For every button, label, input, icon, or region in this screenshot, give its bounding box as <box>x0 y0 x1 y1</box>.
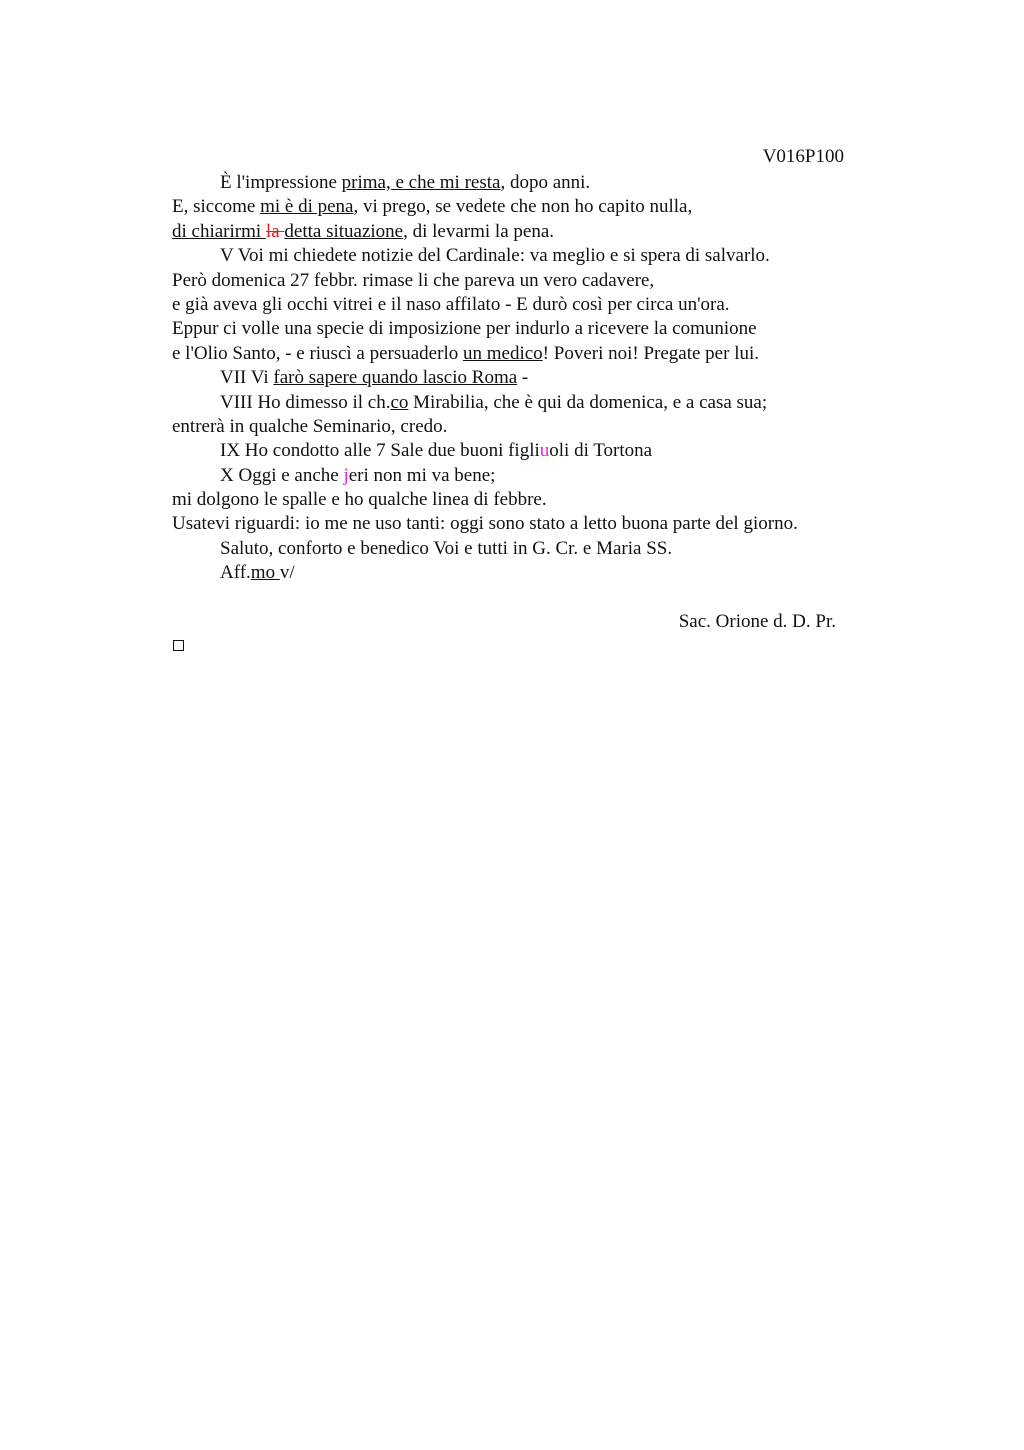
letter-line <box>172 244 872 268</box>
text-run: Mirabilia, che è qui da domenica, e a casa sua; <box>408 391 768 413</box>
blank-line <box>172 586 872 610</box>
letter-body <box>172 171 872 634</box>
text-run: , dopo anni. <box>500 172 591 193</box>
text-run: VIII Ho dimesso il ch. <box>220 391 391 413</box>
text-run: Aff. <box>220 562 251 584</box>
underlined-text: co <box>390 391 409 413</box>
text-run: Usatevi riguardi: io me ne uso tanti: oggi sono stato a letto buona parte del giorno. <box>172 513 798 535</box>
text-run: Eppur ci volle una specie di imposizione per indurlo a ricevere la comunione <box>172 318 757 340</box>
text-run: IX Ho condotto alle 7 Sale due buoni figli <box>220 440 540 462</box>
text-run: v/ <box>279 562 295 584</box>
letter-line <box>172 391 872 415</box>
text-run: Saluto, conforto e benedico Voi e tutti in G. Cr. e Maria SS. <box>220 537 673 559</box>
text-run: e già aveva gli occhi vitrei e il naso affilato - E durò così per circa un'ora. <box>172 293 730 315</box>
underlined-text: mo <box>250 562 280 584</box>
underlined-text: mi è di pena <box>260 196 354 218</box>
text-run: eri non mi va bene; <box>348 464 496 486</box>
text-run: mi dolgono le spalle e ho qualche linea di febbre. <box>172 489 547 511</box>
letter-line <box>172 220 872 244</box>
text-run: X Oggi e anche <box>220 464 344 486</box>
letter-line <box>172 171 872 195</box>
deleted-text: la <box>265 220 285 242</box>
letter-line <box>172 439 872 463</box>
highlighted-correction: u <box>539 440 550 462</box>
letter-line <box>172 512 872 536</box>
letter-line <box>172 342 872 366</box>
letter-line <box>172 464 872 488</box>
document-id: V016P100 <box>762 146 844 167</box>
checkbox-symbol <box>173 640 184 651</box>
signature: Sac. Orione d. D. Pr. <box>678 611 836 633</box>
underlined-text: detta situazione <box>284 220 404 242</box>
text-run: V Voi mi chiedete notizie del Cardinale: va meglio e si spera di salvarlo. <box>220 245 770 267</box>
letter-line <box>172 366 872 390</box>
letter-line <box>172 561 872 585</box>
highlighted-correction: j <box>343 464 349 486</box>
letter-line <box>172 415 872 439</box>
text-run: e l'Olio Santo, - e riuscì a persuaderlo <box>172 342 463 364</box>
letter-line <box>172 488 872 512</box>
letter-line <box>172 195 872 219</box>
underlined-text: di chiarirmi <box>172 220 266 242</box>
letter-line <box>172 293 872 317</box>
letter-line <box>172 537 872 561</box>
text-run: oli di Tortona <box>549 440 653 462</box>
text-run: È l'impressione <box>220 172 342 193</box>
text-run: entrerà in qualche Seminario, credo. <box>172 415 448 437</box>
text-run: VII Vi <box>220 367 274 389</box>
text-run: , di levarmi la pena. <box>403 220 554 242</box>
text-run: , vi prego, se vedete che non ho capito nulla, <box>353 196 693 218</box>
letter-line <box>172 317 872 341</box>
text-run: ! Poveri noi! Pregate per lui. <box>542 342 760 364</box>
underlined-text: prima, e che mi resta <box>341 172 501 193</box>
text-run: E, siccome <box>172 196 261 218</box>
underlined-text: farò sapere quando lascio Roma <box>273 367 518 389</box>
text-run: Però domenica 27 febbr. rimase li che pareva un vero cadavere, <box>172 269 655 291</box>
letter-line <box>172 269 872 293</box>
underlined-text: un medico <box>462 342 543 364</box>
text-run: - <box>517 367 529 389</box>
